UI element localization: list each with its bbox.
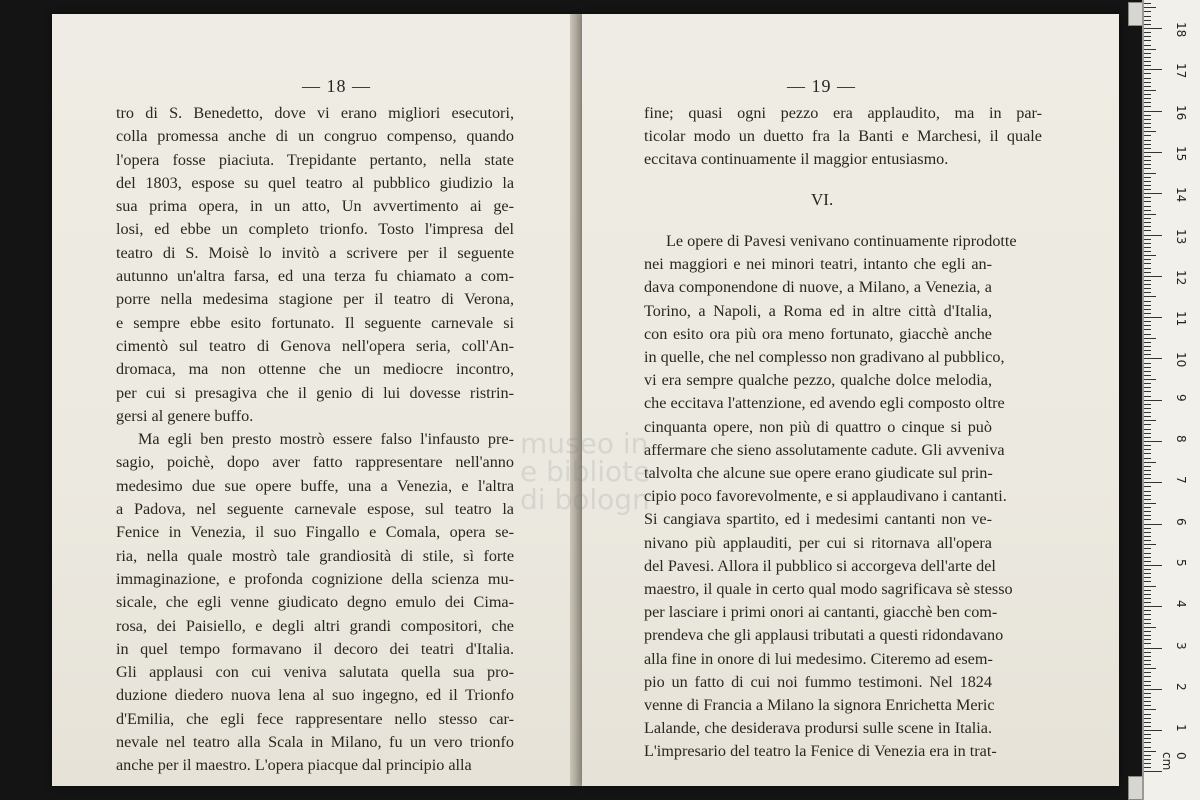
ruler-tick bbox=[1144, 73, 1151, 74]
text-line: cinquanta opere, non più di quattro o cinque si può bbox=[644, 417, 992, 436]
text-line: Lalande, che desiderava prodursi sulle scene in Italia. bbox=[644, 719, 992, 738]
ruler-tick bbox=[1144, 259, 1151, 260]
ruler-tick bbox=[1144, 577, 1151, 578]
text-line: dava componendone di nuove, a Milano, a Venezia, a bbox=[644, 278, 992, 297]
text-line: anche per il maestro. L'opera piacque dal principio alla bbox=[116, 756, 472, 775]
ruler-number: 17 bbox=[1174, 63, 1188, 79]
ruler-tick bbox=[1144, 173, 1156, 174]
ruler-tick bbox=[1144, 507, 1151, 508]
text-line: gersi al genere buffo. bbox=[116, 406, 254, 425]
ruler-tick bbox=[1144, 280, 1151, 281]
ruler-tick bbox=[1144, 594, 1151, 595]
ruler-tick bbox=[1144, 16, 1151, 17]
ruler-tick bbox=[1144, 548, 1151, 549]
text-line: sicale, che egli venne giudicato degno emulo dei Cima- bbox=[116, 593, 514, 612]
text-line: sagio, poichè, dopo aver fatto rappresentare nell'anno bbox=[116, 453, 514, 472]
text-line: fine; quasi ogni pezzo era applaudito, ma in par- bbox=[644, 104, 1042, 122]
ruler-tick bbox=[1144, 408, 1151, 409]
ruler-tick bbox=[1144, 243, 1151, 244]
ruler-tick bbox=[1144, 458, 1151, 459]
ruler-tick bbox=[1144, 354, 1151, 355]
right-page-body bbox=[644, 230, 1017, 764]
ruler-tick bbox=[1144, 49, 1156, 50]
text-line: autunno un'altra farsa, ed una terza fu chiamato a com- bbox=[116, 267, 514, 286]
text-line: e sempre ebbe esito fortunato. Il seguente carnevale si bbox=[116, 313, 514, 332]
library-watermark bbox=[520, 427, 651, 516]
ruler-tick bbox=[1144, 738, 1151, 739]
ruler-tick bbox=[1144, 218, 1151, 219]
ruler-tick bbox=[1144, 697, 1151, 698]
ruler-tick bbox=[1144, 251, 1151, 252]
ruler-tick bbox=[1144, 586, 1156, 587]
right-page-number: — 19 — bbox=[787, 76, 856, 96]
ruler-tick bbox=[1144, 590, 1151, 591]
ruler-tick bbox=[1144, 144, 1151, 145]
watermark-line: museo in bbox=[520, 427, 649, 460]
text-line: nevale nel teatro alla Scala in Milano, fu un vero trionfo bbox=[116, 733, 514, 752]
text-line: L'impresario del teatro la Fenice di Venezia era in trat- bbox=[644, 742, 997, 761]
ruler-tick bbox=[1144, 528, 1151, 529]
ruler-tick bbox=[1144, 453, 1151, 454]
ruler-tick bbox=[1144, 65, 1151, 66]
ruler-tick bbox=[1144, 536, 1151, 537]
ruler-tick bbox=[1144, 565, 1162, 566]
text-line: medesimo due sue opere buffe, una a Venezia, e l'altra bbox=[116, 476, 514, 495]
ruler-tick bbox=[1144, 763, 1151, 764]
ruler-tick bbox=[1144, 449, 1151, 450]
text-line: Ma egli ben presto mostrò essere falso l'infausto pre- bbox=[138, 430, 514, 449]
ruler-tick bbox=[1144, 722, 1151, 723]
text-line: eccitava continuamente il maggior entusiasmo. bbox=[644, 150, 949, 169]
ruler-tick bbox=[1144, 462, 1156, 463]
text-line: immaginazione, e profonda cognizione della scienza mu- bbox=[116, 569, 514, 588]
ruler-tick bbox=[1144, 214, 1156, 215]
ruler-tick bbox=[1144, 57, 1151, 58]
text-line: che eccitava l'attenzione, ed avendo egli composto oltre bbox=[644, 394, 1005, 413]
ruler-tick bbox=[1144, 639, 1151, 640]
left-page-body bbox=[116, 102, 514, 778]
ruler-tick bbox=[1144, 338, 1156, 339]
ruler-tick bbox=[1144, 309, 1151, 310]
text-line: in quelle, che nel complesso non gradivano al pubblico, bbox=[644, 348, 1005, 367]
ruler-tick bbox=[1144, 668, 1156, 669]
text-line: maestro, il quale in certo qual modo sagrificava sè stesso bbox=[644, 580, 1013, 599]
ruler-tick bbox=[1144, 557, 1151, 558]
ruler-tick bbox=[1144, 544, 1156, 545]
ruler-tick bbox=[1144, 751, 1156, 752]
text-line: Fenice in Venezia, il suo Fingallo e Comala, opera se- bbox=[116, 523, 514, 542]
ruler-tick bbox=[1144, 193, 1162, 194]
measurement-ruler bbox=[1142, 0, 1200, 800]
ruler-tick bbox=[1144, 255, 1156, 256]
ruler-tick bbox=[1144, 396, 1151, 397]
ruler-tick bbox=[1144, 177, 1151, 178]
ruler-tick bbox=[1144, 664, 1151, 665]
ruler-tick bbox=[1144, 573, 1151, 574]
ruler-tick bbox=[1144, 78, 1151, 79]
text-line: losi, ed ebbe un completo trionfo. Tosto l'impresa del bbox=[116, 220, 514, 239]
text-line: del Pavesi. Allora il pubblico si accorgeva dell'arte del bbox=[644, 556, 996, 575]
ruler-tick bbox=[1144, 375, 1151, 376]
ruler-tick bbox=[1144, 305, 1151, 306]
ruler-tick bbox=[1144, 660, 1151, 661]
text-line: nivano più applauditi, per cui si ritornava all'opera bbox=[644, 533, 992, 552]
ruler-tick bbox=[1144, 561, 1151, 562]
ruler-tick bbox=[1144, 705, 1151, 706]
ruler-tick bbox=[1144, 329, 1151, 330]
ruler-tick bbox=[1144, 185, 1151, 186]
text-line: per cui si presagiva che il genio di lui dovesse ristrin- bbox=[116, 383, 514, 402]
ruler-tick bbox=[1144, 272, 1151, 273]
text-line: prendeva che gli applausi tributati a questi ridondavano bbox=[644, 626, 1004, 645]
ruler-tick bbox=[1144, 689, 1162, 690]
ruler-tick bbox=[1144, 466, 1151, 467]
text-line: Si cangiava spartito, ed i medesimi cantanti non ve- bbox=[644, 510, 992, 529]
ruler-tick bbox=[1144, 367, 1151, 368]
ruler-tick bbox=[1144, 685, 1151, 686]
ruler-tick bbox=[1144, 569, 1151, 570]
ruler-tick bbox=[1144, 127, 1151, 128]
text-line: vi era sempre qualche pezzo, qualche dolce melodia, bbox=[644, 371, 992, 390]
text-line: teatro di S. Moisè lo invitò a scrivere per il seguente bbox=[116, 243, 514, 262]
ruler-tick bbox=[1144, 742, 1151, 743]
text-line: alla fine in onore di lui medesimo. Citeremo ad esem- bbox=[644, 649, 993, 668]
text-line: l'opera fosse piaciuta. Trepidante pertanto, nella state bbox=[116, 150, 514, 169]
ruler-tick bbox=[1144, 656, 1151, 657]
ruler-tick bbox=[1144, 11, 1151, 12]
ruler-tick bbox=[1144, 433, 1151, 434]
ruler-tick bbox=[1144, 681, 1151, 682]
ruler-tick bbox=[1144, 503, 1156, 504]
ruler-tick bbox=[1144, 296, 1156, 297]
ruler-tick bbox=[1144, 627, 1156, 628]
ruler-tick bbox=[1144, 610, 1151, 611]
ruler-tick bbox=[1144, 3, 1151, 4]
ruler-tick bbox=[1144, 313, 1151, 314]
ruler-tick bbox=[1144, 222, 1151, 223]
ruler-tick bbox=[1144, 553, 1151, 554]
ruler-tick bbox=[1144, 32, 1151, 33]
ruler-tick bbox=[1144, 478, 1151, 479]
ruler-tick bbox=[1144, 767, 1151, 768]
text-line: pio un fatto di cui noi fummo testimoni. Nel 1824 bbox=[644, 672, 992, 691]
text-line: colla promessa anche di un congruo compenso, quando bbox=[116, 127, 514, 146]
ruler-tick bbox=[1144, 515, 1151, 516]
watermark-line: e bibliote bbox=[520, 455, 651, 488]
ruler-tick bbox=[1144, 519, 1151, 520]
ruler-number: 9 bbox=[1174, 393, 1188, 402]
ruler-tick bbox=[1144, 334, 1151, 335]
ruler-tick bbox=[1144, 730, 1162, 731]
ruler-tick bbox=[1144, 648, 1162, 649]
ruler-tick bbox=[1144, 482, 1162, 483]
ruler-tick bbox=[1144, 7, 1156, 8]
ruler-tick bbox=[1144, 693, 1151, 694]
ruler-tick bbox=[1144, 164, 1151, 165]
ruler-tick bbox=[1144, 606, 1162, 607]
text-line: dromaca, ma non ottenne che un mediocre incontro, bbox=[116, 360, 514, 379]
ruler-tick bbox=[1144, 363, 1151, 364]
text-line: sua prima opera, in un atto, Un avvertimento ai ge- bbox=[116, 197, 514, 216]
ruler-tick bbox=[1144, 524, 1162, 525]
ruler-tick bbox=[1144, 532, 1151, 533]
ruler-number: 6 bbox=[1174, 517, 1188, 526]
text-line: tro di S. Benedetto, dove vi erano migliori esecutori, bbox=[116, 104, 514, 122]
ruler-tick bbox=[1144, 247, 1151, 248]
ruler-tick bbox=[1144, 239, 1151, 240]
ruler-tick bbox=[1144, 210, 1151, 211]
ruler-tick bbox=[1144, 383, 1151, 384]
ruler-tick bbox=[1144, 747, 1151, 748]
text-line: in quel tempo formavano il decoro dei teatri d'Italia. bbox=[116, 639, 514, 658]
text-line: con esito ora più ora meno fortunato, giacchè anche bbox=[644, 324, 992, 343]
ruler-tick bbox=[1144, 643, 1151, 644]
ruler-tick bbox=[1144, 602, 1151, 603]
ruler-tick bbox=[1144, 635, 1151, 636]
ruler-tick bbox=[1144, 614, 1151, 615]
ruler-tick bbox=[1144, 292, 1151, 293]
ruler-tick bbox=[1144, 115, 1151, 116]
ruler-tick bbox=[1144, 416, 1151, 417]
ruler-tick bbox=[1144, 36, 1151, 37]
ruler-tick bbox=[1144, 321, 1151, 322]
ruler-tick bbox=[1144, 276, 1162, 277]
ruler-tick bbox=[1144, 156, 1151, 157]
ruler-tick bbox=[1144, 734, 1151, 735]
ruler-tick bbox=[1144, 491, 1151, 492]
ruler-tick bbox=[1144, 230, 1151, 231]
ruler-number: 2 bbox=[1174, 682, 1188, 691]
ruler-tick bbox=[1144, 40, 1151, 41]
ruler-tick bbox=[1144, 53, 1151, 54]
ruler-tick bbox=[1144, 61, 1151, 62]
ruler-tick bbox=[1144, 284, 1151, 285]
ruler-tick bbox=[1144, 263, 1151, 264]
ruler-number: 11 bbox=[1174, 311, 1188, 327]
ruler-tick bbox=[1144, 619, 1151, 620]
ruler-tick bbox=[1144, 160, 1151, 161]
ruler-unit-label: 0 cm bbox=[1160, 752, 1188, 771]
text-line: rosa, dei Paisiello, e degli altri grandi compositori, che bbox=[116, 616, 514, 635]
ruler-tick bbox=[1144, 424, 1151, 425]
ruler-tick bbox=[1144, 755, 1151, 756]
ruler-tick bbox=[1144, 771, 1162, 772]
ruler-tick bbox=[1144, 94, 1151, 95]
ruler-tick bbox=[1144, 189, 1151, 190]
text-line: cipio poco favorevolmente, e si applaudivano i cantanti. bbox=[644, 487, 1007, 506]
ruler-tick bbox=[1144, 714, 1151, 715]
ruler-tick bbox=[1144, 709, 1156, 710]
ruler-tick bbox=[1144, 86, 1151, 87]
text-line: Le opere di Pavesi venivano continuamente riprodotte bbox=[666, 232, 1017, 250]
ruler-tick bbox=[1144, 445, 1151, 446]
ruler-tick bbox=[1144, 119, 1151, 120]
text-line: Gli applausi con cui veniva salutata quella sua pro- bbox=[116, 663, 514, 682]
ruler-number: 5 bbox=[1174, 558, 1188, 567]
ruler-tick bbox=[1144, 342, 1151, 343]
ruler-tick bbox=[1144, 45, 1151, 46]
text-line: porre nella medesima stagione per il teatro di Verona, bbox=[116, 290, 514, 309]
ruler-tick bbox=[1144, 350, 1151, 351]
ruler-number: 13 bbox=[1174, 228, 1188, 244]
ruler-tick bbox=[1144, 371, 1151, 372]
ruler-tick bbox=[1144, 90, 1156, 91]
ruler-tick bbox=[1144, 429, 1151, 430]
ruler-tick bbox=[1144, 379, 1156, 380]
ruler-number: 3 bbox=[1174, 641, 1188, 650]
ruler-number: 8 bbox=[1174, 435, 1188, 443]
ruler-tick bbox=[1144, 201, 1151, 202]
ruler-tick bbox=[1144, 135, 1151, 136]
ruler-tick bbox=[1144, 197, 1151, 198]
text-line: ria, nella quale mostrò tale grandiosità di stile, sì forte bbox=[116, 546, 514, 565]
ruler-tick bbox=[1144, 358, 1162, 359]
ruler-tick bbox=[1144, 82, 1151, 83]
text-line: nei maggiori e nei minori teatri, intanto che egli an- bbox=[644, 255, 992, 274]
ruler-tick bbox=[1144, 672, 1151, 673]
ruler-tick bbox=[1144, 152, 1162, 153]
text-line: venne di Francia a Milano la signora Enrichetta Meric bbox=[644, 696, 995, 715]
ruler-tick bbox=[1144, 102, 1151, 103]
text-line: per lasciare i primi onori ai cantanti, giacchè ben com- bbox=[644, 603, 998, 622]
ruler-number: 18 bbox=[1174, 22, 1188, 38]
text-line: affermare che sieno assolutamente cadute. Gli avveniva bbox=[644, 440, 1005, 459]
ruler-tick bbox=[1144, 69, 1162, 70]
ruler-tick bbox=[1144, 111, 1162, 112]
ruler-tick bbox=[1144, 28, 1162, 29]
ruler-tick bbox=[1144, 412, 1151, 413]
ruler-tick bbox=[1144, 701, 1151, 702]
right-page-top-paragraph bbox=[644, 102, 1042, 172]
ruler-tick bbox=[1144, 486, 1151, 487]
ruler-tick bbox=[1144, 420, 1156, 421]
ruler-tick bbox=[1144, 288, 1151, 289]
ruler-tick bbox=[1144, 106, 1151, 107]
ruler-tick bbox=[1144, 581, 1151, 582]
ruler-tick bbox=[1144, 631, 1151, 632]
ruler-tick bbox=[1144, 325, 1151, 326]
text-line: cimentò sul teatro di Genova nell'opera seria, coll'An- bbox=[116, 336, 514, 355]
ruler-number: 4 bbox=[1174, 600, 1188, 608]
ruler-tick bbox=[1144, 168, 1151, 169]
ruler-tick bbox=[1144, 24, 1151, 25]
ruler-tick bbox=[1144, 726, 1151, 727]
ruler-tick bbox=[1144, 268, 1151, 269]
watermark-line: di bologn bbox=[520, 483, 650, 516]
ruler-number: 15 bbox=[1174, 145, 1188, 162]
ruler-tick bbox=[1144, 676, 1151, 677]
ruler-number: 1 bbox=[1174, 724, 1188, 732]
ruler-tick bbox=[1144, 474, 1151, 475]
ruler-tick bbox=[1144, 387, 1151, 388]
ruler-tick bbox=[1144, 391, 1151, 392]
ruler-number: 10 bbox=[1174, 352, 1188, 368]
text-line: ticolar modo un duetto fra la Banti e Marchesi, il quale bbox=[644, 127, 1042, 146]
ruler-tick bbox=[1144, 140, 1151, 141]
ruler-tick bbox=[1144, 441, 1162, 442]
ruler-tick bbox=[1144, 235, 1162, 236]
text-line: duzione diedero nuova lena al suo ingegno, ed il Trionfo bbox=[116, 686, 514, 705]
ruler-tick bbox=[1144, 437, 1151, 438]
ruler-tick bbox=[1144, 759, 1151, 760]
ruler-tick bbox=[1144, 652, 1151, 653]
ruler-tick bbox=[1144, 301, 1151, 302]
ruler-tick bbox=[1144, 400, 1162, 401]
ruler-tick bbox=[1144, 123, 1151, 124]
text-line: d'Emilia, che egli fece rappresentare nello stesso car- bbox=[116, 709, 514, 728]
ruler-tick bbox=[1144, 540, 1151, 541]
ruler-tick bbox=[1144, 495, 1151, 496]
ruler-tick bbox=[1144, 181, 1151, 182]
ruler-number: 14 bbox=[1174, 187, 1188, 203]
text-line: del 1803, espose su quel teatro al pubblico giudizio la bbox=[116, 173, 514, 192]
ruler-tick bbox=[1144, 598, 1151, 599]
ruler-tick bbox=[1144, 226, 1151, 227]
text-line: talvolta che alcune sue opere erano giudicate sul prin- bbox=[644, 464, 993, 483]
ruler-number: 16 bbox=[1174, 104, 1188, 120]
ruler-number: 12 bbox=[1174, 269, 1188, 286]
ruler-tick bbox=[1144, 206, 1151, 207]
ruler-number: 7 bbox=[1174, 476, 1188, 484]
text-line: Torino, a Napoli, a Roma ed in altre città d'Italia, bbox=[644, 301, 992, 320]
ruler-tick bbox=[1144, 623, 1151, 624]
left-page-number: — 18 — bbox=[302, 76, 371, 96]
ruler-tick bbox=[1144, 470, 1151, 471]
ruler-tick bbox=[1144, 404, 1151, 405]
ruler-tick bbox=[1144, 148, 1151, 149]
ruler-tick bbox=[1144, 98, 1151, 99]
section-heading: VI. bbox=[811, 190, 834, 209]
ruler-tick bbox=[1144, 511, 1151, 512]
ruler-tick bbox=[1144, 20, 1151, 21]
ruler-tick bbox=[1144, 317, 1162, 318]
ruler-tick bbox=[1144, 718, 1151, 719]
ruler-tick bbox=[1144, 346, 1151, 347]
ruler-tick bbox=[1144, 499, 1151, 500]
text-line: a Padova, nel seguente carnevale espose, sul teatro la bbox=[116, 500, 514, 519]
ruler-tick bbox=[1144, 131, 1156, 132]
